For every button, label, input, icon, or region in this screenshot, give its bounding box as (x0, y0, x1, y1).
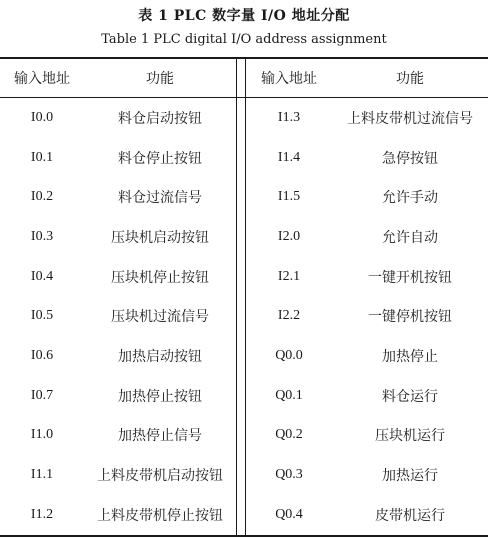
right-address-cell: I2.2 (277, 308, 301, 324)
right-function-cell: 允许手动 (382, 190, 438, 207)
right-function-cell: 上料皮带机过流信号 (347, 110, 473, 127)
right-function-cell: 皮带机运行 (375, 507, 445, 524)
right-function-cell: 急停按钮 (382, 150, 438, 167)
right-address-cell: Q0.4 (275, 506, 303, 522)
left-address-cell: I0.2 (30, 189, 54, 205)
right-address-cell: I2.0 (277, 228, 301, 244)
left-address-cell: I0.5 (30, 308, 54, 324)
header-input-address-right: 输入地址 (261, 71, 317, 87)
right-function-cell: 加热停止 (382, 349, 438, 366)
left-function-cell: 上料皮带机启动按钮 (97, 468, 223, 485)
right-address-cell: Q0.1 (275, 387, 303, 403)
right-address-cell: I1.3 (277, 109, 301, 125)
right-function-cell: 一键开机按钮 (368, 269, 452, 286)
left-address-cell: I0.1 (30, 149, 54, 165)
left-function-cell: 料仓启动按钮 (118, 110, 202, 127)
right-function-cell: 一键停机按钮 (368, 309, 452, 326)
left-function-cell: 压块机停止按钮 (111, 269, 209, 286)
table-caption-chinese: 表 1 PLC 数字量 I/O 地址分配 (138, 8, 350, 24)
right-address-cell: Q0.0 (275, 348, 303, 364)
right-address-cell: Q0.3 (275, 467, 303, 483)
left-function-cell: 料仓停止按钮 (118, 150, 202, 167)
right-address-cell: I1.5 (277, 189, 301, 205)
left-address-cell: I0.7 (30, 387, 54, 403)
header-function-left: 功能 (146, 71, 174, 87)
left-function-cell: 加热停止按钮 (118, 388, 202, 405)
left-function-cell: 上料皮带机停止按钮 (97, 507, 223, 524)
left-address-cell: I1.1 (30, 467, 54, 483)
column-separator (236, 59, 237, 535)
left-function-cell: 加热停止信号 (118, 428, 202, 445)
table-caption-english: Table 1 PLC digital I/O address assignment (101, 32, 387, 47)
right-address-cell: I1.4 (277, 149, 301, 165)
right-address-cell: Q0.2 (275, 427, 303, 443)
left-address-cell: I1.2 (30, 506, 54, 522)
right-function-cell: 料仓运行 (382, 388, 438, 405)
right-function-cell: 加热运行 (382, 468, 438, 485)
right-function-cell: 允许自动 (382, 229, 438, 246)
left-function-cell: 压块机启动按钮 (111, 229, 209, 246)
right-address-cell: I2.1 (277, 268, 301, 284)
left-address-cell: I1.0 (30, 427, 54, 443)
left-address-cell: I0.0 (30, 109, 54, 125)
bottom-rule (0, 535, 488, 537)
left-function-cell: 压块机过流信号 (111, 309, 209, 326)
left-address-cell: I0.6 (30, 348, 54, 364)
left-function-cell: 料仓过流信号 (118, 190, 202, 207)
header-input-address-left: 输入地址 (14, 71, 70, 87)
left-address-cell: I0.3 (30, 228, 54, 244)
header-function-right: 功能 (396, 71, 424, 87)
right-function-cell: 压块机运行 (375, 428, 445, 445)
left-function-cell: 加热启动按钮 (118, 349, 202, 366)
left-address-cell: I0.4 (30, 268, 54, 284)
